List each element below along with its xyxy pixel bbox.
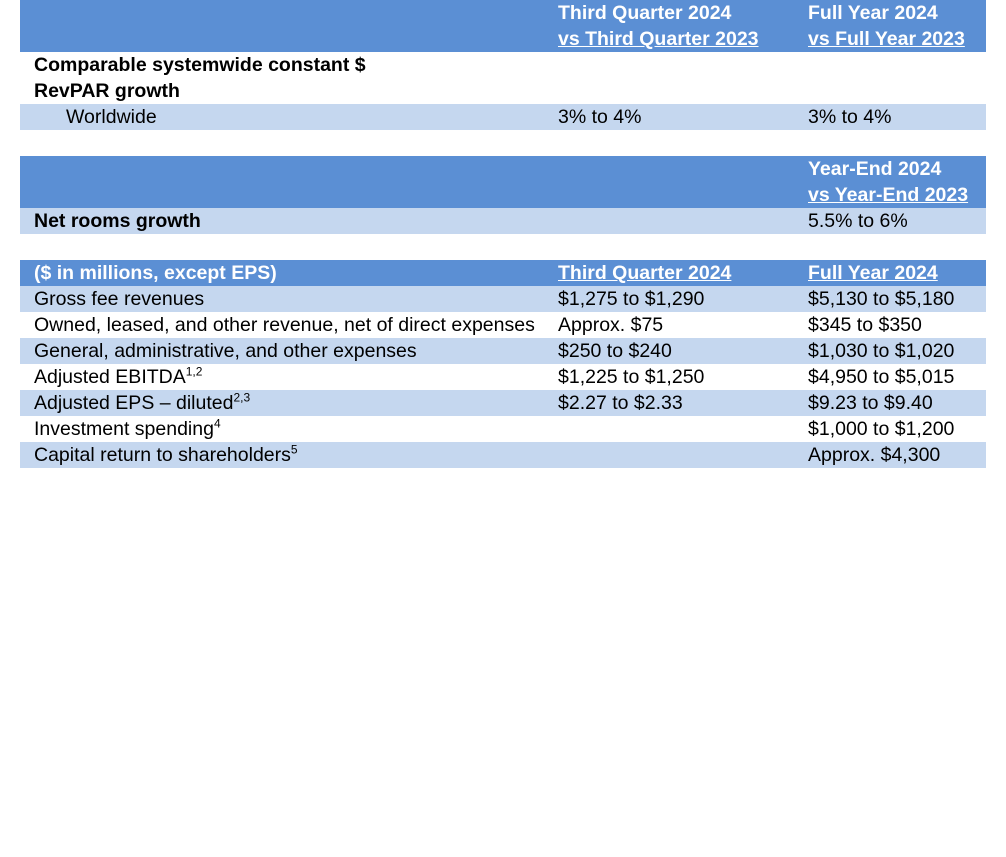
table-row — [20, 286, 986, 312]
revpar-section-title-fy-blank — [808, 52, 986, 104]
revpar-header-q3-line1: Third Quarter 2024 — [558, 2, 732, 24]
financials-row-label-sup: 4 — [213, 416, 221, 431]
net-rooms-header-blank — [558, 156, 808, 208]
financials-header-label: ($ in millions, except EPS) — [20, 260, 558, 286]
financials-row-q3 — [558, 416, 808, 442]
table-row — [20, 390, 986, 416]
revpar-section-title-line2: RevPAR growth — [34, 80, 180, 102]
financials-row-label — [20, 390, 558, 416]
revpar-header-fy-line1: Full Year 2024 — [808, 2, 938, 24]
financials-row-label — [20, 364, 558, 390]
revpar-section-title-line1: Comparable systemwide constant $ — [34, 54, 366, 76]
table-row — [20, 416, 986, 442]
revpar-row-fy: 3% to 4% — [808, 104, 986, 130]
financials-row-label-sup: 2,3 — [233, 390, 251, 405]
financials-row-label-text: General, administrative, and other expenses — [34, 340, 417, 362]
revpar-section-title — [20, 52, 558, 104]
financials-row-fy: $9.23 to $9.40 — [808, 390, 986, 416]
revpar-header-q3-line2: vs Third Quarter 2023 — [558, 28, 759, 50]
financials-row-label — [20, 286, 558, 312]
financials-row-label-sup: 1,2 — [185, 364, 203, 379]
financials-row-label-text: Adjusted EPS – diluted — [34, 392, 234, 414]
net-rooms-header-ye-line2: vs Year-End 2023 — [808, 184, 969, 206]
revpar-header-fy — [808, 0, 986, 52]
net-rooms-row-blank — [558, 208, 808, 234]
financials-row-fy: $1,000 to $1,200 — [808, 416, 986, 442]
table-row — [20, 338, 986, 364]
financials-row-q3: Approx. $75 — [558, 312, 808, 338]
financials-row-label-text: Capital return to shareholders — [34, 444, 291, 466]
spacer-2 — [0, 234, 1006, 260]
financials-row-q3: $2.27 to $2.33 — [558, 390, 808, 416]
net-rooms-header-row — [20, 156, 986, 208]
table-row — [20, 364, 986, 390]
financials-row-label — [20, 312, 558, 338]
financials-header-fy: Full Year 2024 — [808, 260, 986, 286]
revpar-header-row — [20, 0, 986, 52]
financials-row-label — [20, 338, 558, 364]
financials-row-label-text: Investment spending — [34, 418, 214, 440]
financials-row-fy: $5,130 to $5,180 — [808, 286, 986, 312]
financials-row-q3: $250 to $240 — [558, 338, 808, 364]
spacer-1 — [0, 130, 1006, 156]
table-row — [20, 442, 986, 468]
net-rooms-header-ye — [808, 156, 986, 208]
net-rooms-header-ye-line1: Year-End 2024 — [808, 158, 942, 180]
financials-row-fy: Approx. $4,300 — [808, 442, 986, 468]
financials-row-label-text: Adjusted EBITDA — [34, 366, 186, 388]
financials-row-fy: $345 to $350 — [808, 312, 986, 338]
financials-table — [20, 260, 986, 468]
revpar-header-label — [20, 0, 558, 52]
financials-row-label — [20, 416, 558, 442]
net-rooms-header-label — [20, 156, 558, 208]
revpar-section-title-q3-blank — [558, 52, 808, 104]
net-rooms-row-label: Net rooms growth — [20, 208, 558, 234]
table-row — [20, 312, 986, 338]
revpar-row-q3: 3% to 4% — [558, 104, 808, 130]
revpar-row-label: Worldwide — [20, 104, 558, 130]
revpar-header-q3 — [558, 0, 808, 52]
revpar-section-title-row — [20, 52, 986, 104]
financials-row-q3: $1,275 to $1,290 — [558, 286, 808, 312]
revpar-header-fy-line2: vs Full Year 2023 — [808, 28, 965, 50]
financials-row-label-text: Owned, leased, and other revenue, net of direct expenses — [34, 314, 535, 336]
net-rooms-row-ye: 5.5% to 6% — [808, 208, 986, 234]
financials-row-label-text: Gross fee revenues — [34, 288, 205, 310]
table-row — [20, 104, 986, 130]
financials-row-q3 — [558, 442, 808, 468]
financials-header-q3: Third Quarter 2024 — [558, 260, 808, 286]
financials-row-label-sup: 5 — [290, 442, 298, 457]
financials-row-label — [20, 442, 558, 468]
financials-header-row — [20, 260, 986, 286]
financials-row-q3: $1,225 to $1,250 — [558, 364, 808, 390]
net-rooms-table — [20, 156, 986, 234]
revpar-table — [20, 0, 986, 130]
financials-row-fy: $1,030 to $1,020 — [808, 338, 986, 364]
financials-row-fy: $4,950 to $5,015 — [808, 364, 986, 390]
table-row — [20, 208, 986, 234]
